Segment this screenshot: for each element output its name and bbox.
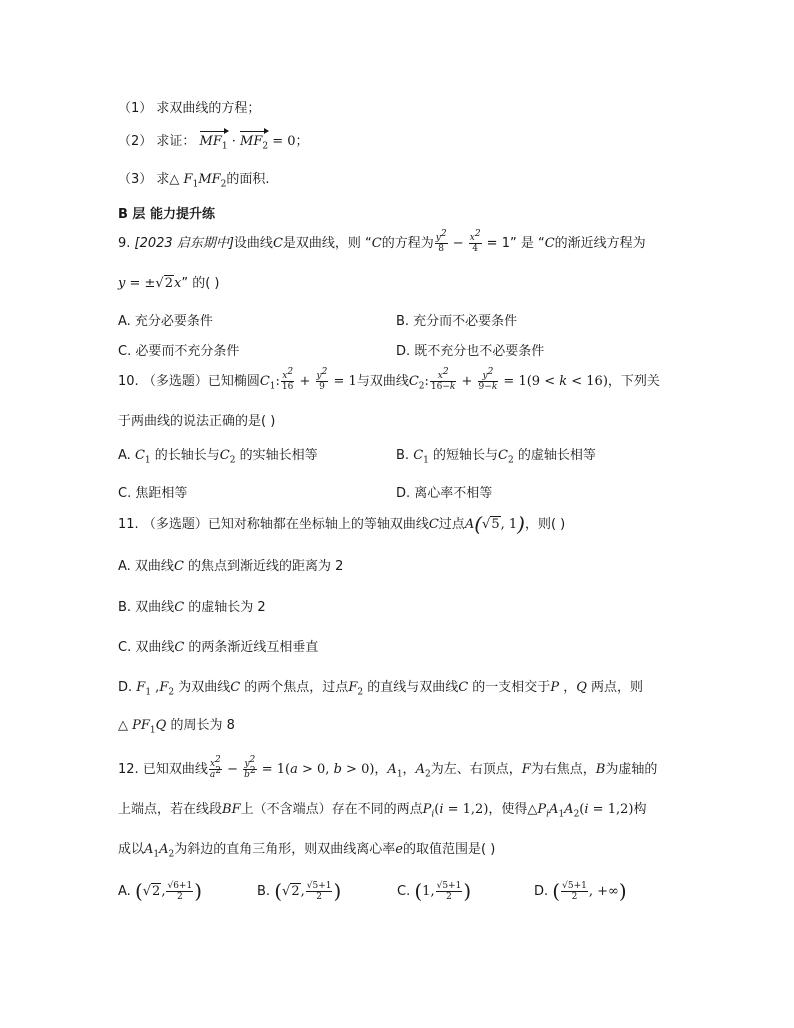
q12-option-c[interactable]: C. (1, $\frac{√5+1}{2}$ ) bbox=[397, 879, 472, 903]
q10-stem-a: 已知椭圆 bbox=[207, 374, 260, 389]
fraction-x2-a2: $\frac{x^2}{a^2}$ bbox=[209, 755, 221, 780]
fraction-x2-16: $\frac{x^2}{16}$ bbox=[281, 367, 294, 392]
fraction-sqrt6-plus1-over2: $\frac{√6+1}{2}$ bbox=[167, 881, 193, 902]
q10-line2: 于两曲线的说法正确的是( ) bbox=[118, 414, 276, 429]
q12-option-a[interactable]: A. (√2, $\frac{√6+1}{2}$ ) bbox=[118, 879, 203, 903]
q9-line2-suffix: ” 的( ) bbox=[181, 276, 220, 291]
q12-stem-a: 已知双曲线 bbox=[142, 762, 208, 777]
q10-stem-c: ，下列关 bbox=[607, 374, 660, 389]
subquestion-2 bbox=[118, 132, 309, 152]
fraction-x2-4: $\frac{x^2}{4}$ bbox=[469, 229, 481, 254]
q11-number: 11. bbox=[118, 517, 143, 532]
fraction-y2-b2: $\frac{y^2}{b^2}$ bbox=[244, 755, 256, 780]
q11-line1: 11. （多选题）已知对称轴都在坐标轴上的等轴双曲线C过点A(√5, 1)，则( ) bbox=[118, 512, 566, 536]
math-c: C bbox=[371, 236, 382, 251]
subquestion-1 bbox=[118, 99, 260, 119]
q9-stem-a: 设曲线 bbox=[233, 236, 273, 251]
q12-line3: 成以$A_1A_2$为斜边的直角三角形，则双曲线离心率e的取值范围是( ) bbox=[118, 842, 496, 860]
fraction-y2-9-k: $\frac{y^2}{9-k}$ bbox=[478, 367, 498, 392]
q11-option-b[interactable]: B. 双曲线C 的虚轴长为 2 bbox=[118, 600, 266, 615]
q9-number: 9. bbox=[118, 236, 135, 251]
q11-kind: （多选题） bbox=[142, 517, 208, 532]
q11-option-d-line2: △ $PF_1Q$ 的周长为 8 bbox=[118, 718, 235, 736]
q12-option-d[interactable]: D. ( $\frac{√5+1}{2}$ , +∞) bbox=[534, 879, 627, 903]
q11-stem-a: 已知对称轴都在坐标轴上的等轴双曲线 bbox=[207, 517, 429, 532]
q10-number: 10. bbox=[118, 374, 143, 389]
section-b-title: B 层 能力提升练 bbox=[118, 207, 215, 222]
point-a: A(√5, 1) bbox=[464, 512, 525, 536]
q12-option-b[interactable]: B. (√2, $\frac{√5+1}{2}$ ) bbox=[257, 879, 342, 903]
q9-source-tag: [2023 启东期中] bbox=[134, 236, 234, 251]
q10-stem-b: 与双曲线 bbox=[356, 374, 409, 389]
q12-line2: 上端点，若在线段BF上（不含端点）存在不同的两点$P_i(i = 1,2)$，使得$\triangle P_iA_1A_2(i = 1,2)$构 bbox=[118, 802, 647, 820]
q9-stem-b: 是双曲线，则 “ bbox=[282, 236, 372, 251]
q12-line1: 12. 已知双曲线 $\frac{x^2}{a^2}$ − $\frac{y^2}{b^2}$ = 1(a > 0, b > 0)，$A_1$，$A_2$为左、右顶点，F为右焦点，B为虚轴的 bbox=[118, 755, 658, 780]
math-c: C bbox=[544, 236, 555, 251]
subquestion-3 bbox=[118, 170, 270, 190]
ellipse-c1: $C_1$ bbox=[259, 374, 276, 392]
q11-option-d[interactable]: D. $F_1$ $,F_2$ 为双曲线C 的两个焦点，过点$F_2$ 的直线与双曲线C 的一支相交于P ，Q 两点，则 bbox=[118, 680, 644, 698]
fraction-x2-16-k: $\frac{x^2}{16-k}$ bbox=[430, 367, 456, 392]
q9-line2 bbox=[118, 274, 219, 294]
q9-stem-e: 的渐近线方程为 bbox=[554, 236, 646, 251]
fraction-sqrt5-plus1-over2: $\frac{√5+1}{2}$ bbox=[306, 881, 332, 902]
asymptote-equation: y = ±√2x bbox=[118, 276, 182, 291]
fraction-y2-8: $\frac{y^2}{8}$ bbox=[435, 229, 447, 254]
fraction-sqrt5-plus1-over2: $\frac{√5+1}{2}$ bbox=[436, 881, 462, 902]
q11-stem-c: ，则( ) bbox=[524, 517, 566, 532]
q10-option-a[interactable]: A. $C_1$ 的长轴长与$C_2$ 的实轴长相等 bbox=[118, 448, 318, 466]
q10-option-b[interactable]: B. $C_1$ 的短轴长与$C_2$ 的虚轴长相等 bbox=[396, 448, 596, 466]
dot-operator: · bbox=[231, 134, 241, 149]
vector-mf2: $MF_2$ bbox=[240, 134, 269, 152]
q9-option-b[interactable]: B. 充分而不必要条件 bbox=[396, 314, 518, 329]
subquestion-3-suffix: 的面积. bbox=[226, 172, 270, 187]
math-c: C bbox=[272, 236, 283, 251]
q9-stem-c: 的方程为 bbox=[381, 236, 434, 251]
subquestion-1-text: （1） 求双曲线的方程； bbox=[118, 101, 261, 116]
subquestion-3-prefix: （3） 求△ bbox=[118, 172, 184, 187]
q11-option-a[interactable]: A. 双曲线C 的焦点到渐近线的距离为 2 bbox=[118, 559, 344, 574]
fraction-y2-9: $\frac{y^2}{9}$ bbox=[316, 367, 328, 392]
q9-option-a[interactable]: A. 充分必要条件 bbox=[118, 314, 213, 329]
q10-kind: （多选题） bbox=[142, 374, 208, 389]
fraction-sqrt5-plus1-over2: $\frac{√5+1}{2}$ bbox=[562, 881, 587, 902]
triangle-f1mf2: $F_1MF_2$ bbox=[183, 172, 227, 190]
vector-mf1: $MF_1$ bbox=[199, 134, 228, 152]
q9-line1: 9. [2023 启东期中]设曲线C是双曲线，则 “C的方程为 $\frac{y^2}{8}$ − $\frac{x^2}{4}$ = 1” 是 “C的渐近线方程为 bbox=[118, 229, 646, 254]
q10-line1: 10. （多选题）已知椭圆$C_1$: $\frac{x^2}{16}$ + $\frac{y^2}{9}$ = 1与双曲线$C_2$: $\frac{x^2}{16-k}$ + $\frac{y^2}{9-k}$ = 1(9 < k < 16)，下列关 bbox=[118, 367, 660, 392]
q9-stem-d: = 1” 是 “ bbox=[482, 236, 545, 251]
q11-option-c[interactable]: C. 双曲线C 的两条渐近线互相垂直 bbox=[118, 640, 319, 655]
subquestion-2-prefix: （2） 求证： bbox=[118, 134, 196, 149]
q12-number: 12. bbox=[118, 762, 143, 777]
q9-option-c[interactable]: C. 必要而不充分条件 bbox=[118, 344, 240, 359]
q9-option-d[interactable]: D. 既不充分也不必要条件 bbox=[396, 344, 545, 359]
hyperbola-c2: $C_2$ bbox=[408, 374, 425, 392]
q11-stem-b: 过点 bbox=[438, 517, 465, 532]
q10-option-d[interactable]: D. 离心率不相等 bbox=[396, 486, 493, 501]
q10-option-c[interactable]: C. 焦距相等 bbox=[118, 486, 188, 501]
subquestion-2-suffix: = 0； bbox=[272, 134, 309, 149]
